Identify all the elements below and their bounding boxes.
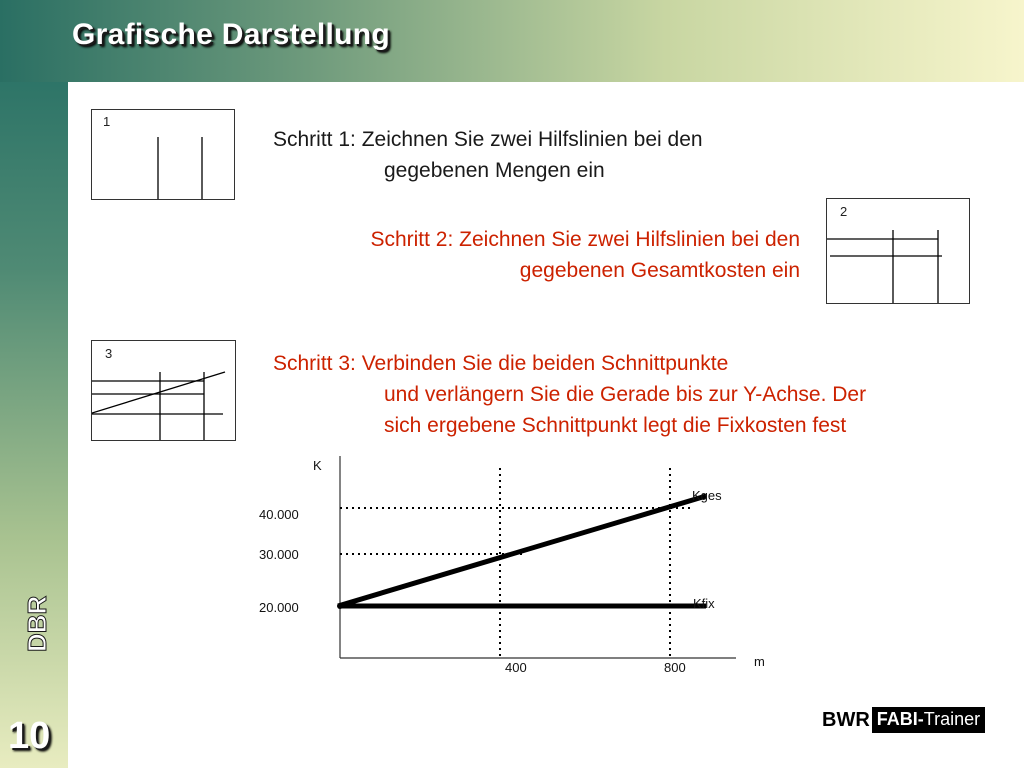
thumbnail-number: 1 [103,114,111,129]
thumbnail-step-3 [91,340,236,441]
footer-brand-bwr: BWR [822,708,870,731]
step-3-line-3: sich ergebene Schnittpunkt legt die Fixkosten fest [384,414,847,437]
x-tick-label: 800 [664,660,686,675]
cost-graph [240,450,765,680]
step-1-line-2: gegebenen Mengen ein [384,159,605,182]
x-tick-label: 400 [505,660,527,675]
thumbnail-step-2 [826,198,970,304]
page-title: Grafische Darstellung [72,18,391,51]
thumbnail-2-drawing [827,199,969,303]
y-axis-label: K [313,458,322,473]
thumbnail-number: 2 [840,204,848,219]
thumbnail-1-drawing [92,110,234,199]
step-2-text [279,224,800,286]
step-1-line-1: Schritt 1: Zeichnen Sie zwei Hilfslinien bei den [273,128,703,151]
step-3-line-1: Schritt 3: Verbinden Sie die beiden Schnittpunkte [273,352,729,375]
thumbnail-step-1 [91,109,235,200]
footer-brand-fabi-box [872,707,985,733]
step-2-line-1: Schritt 2: Zeichnen Sie zwei Hilfslinien bei den [370,228,800,251]
dbr-logo-text: DBR [22,595,52,652]
bwr-fabi-trainer-logo [822,707,985,733]
footer-brand-trainer: Trainer [923,709,981,729]
x-axis-label: m [754,654,765,669]
kges-label: Kges [692,488,722,503]
dbr-logo [18,586,58,656]
y-tick-label: 30.000 [259,547,299,562]
kges-line [338,496,706,606]
cost-graph-drawing [240,450,760,680]
step-3-text [273,348,866,441]
thumbnail-3-drawing [92,341,235,440]
step-2-line-2: gegebenen Gesamtkosten ein [519,259,800,282]
step-1-text [273,124,703,186]
thumbnail-number: 3 [105,346,113,361]
step-3-line-2: und verlängern Sie die Gerade bis zur Y-Achse. Der [384,383,867,406]
y-tick-label: 40.000 [259,507,299,522]
footer-brand-fabi: FABI- [876,709,924,729]
y-tick-label: 20.000 [259,600,299,615]
kfix-label: Kfix [693,596,715,611]
intercept-point [337,603,343,609]
page-number: 10 [8,715,51,757]
